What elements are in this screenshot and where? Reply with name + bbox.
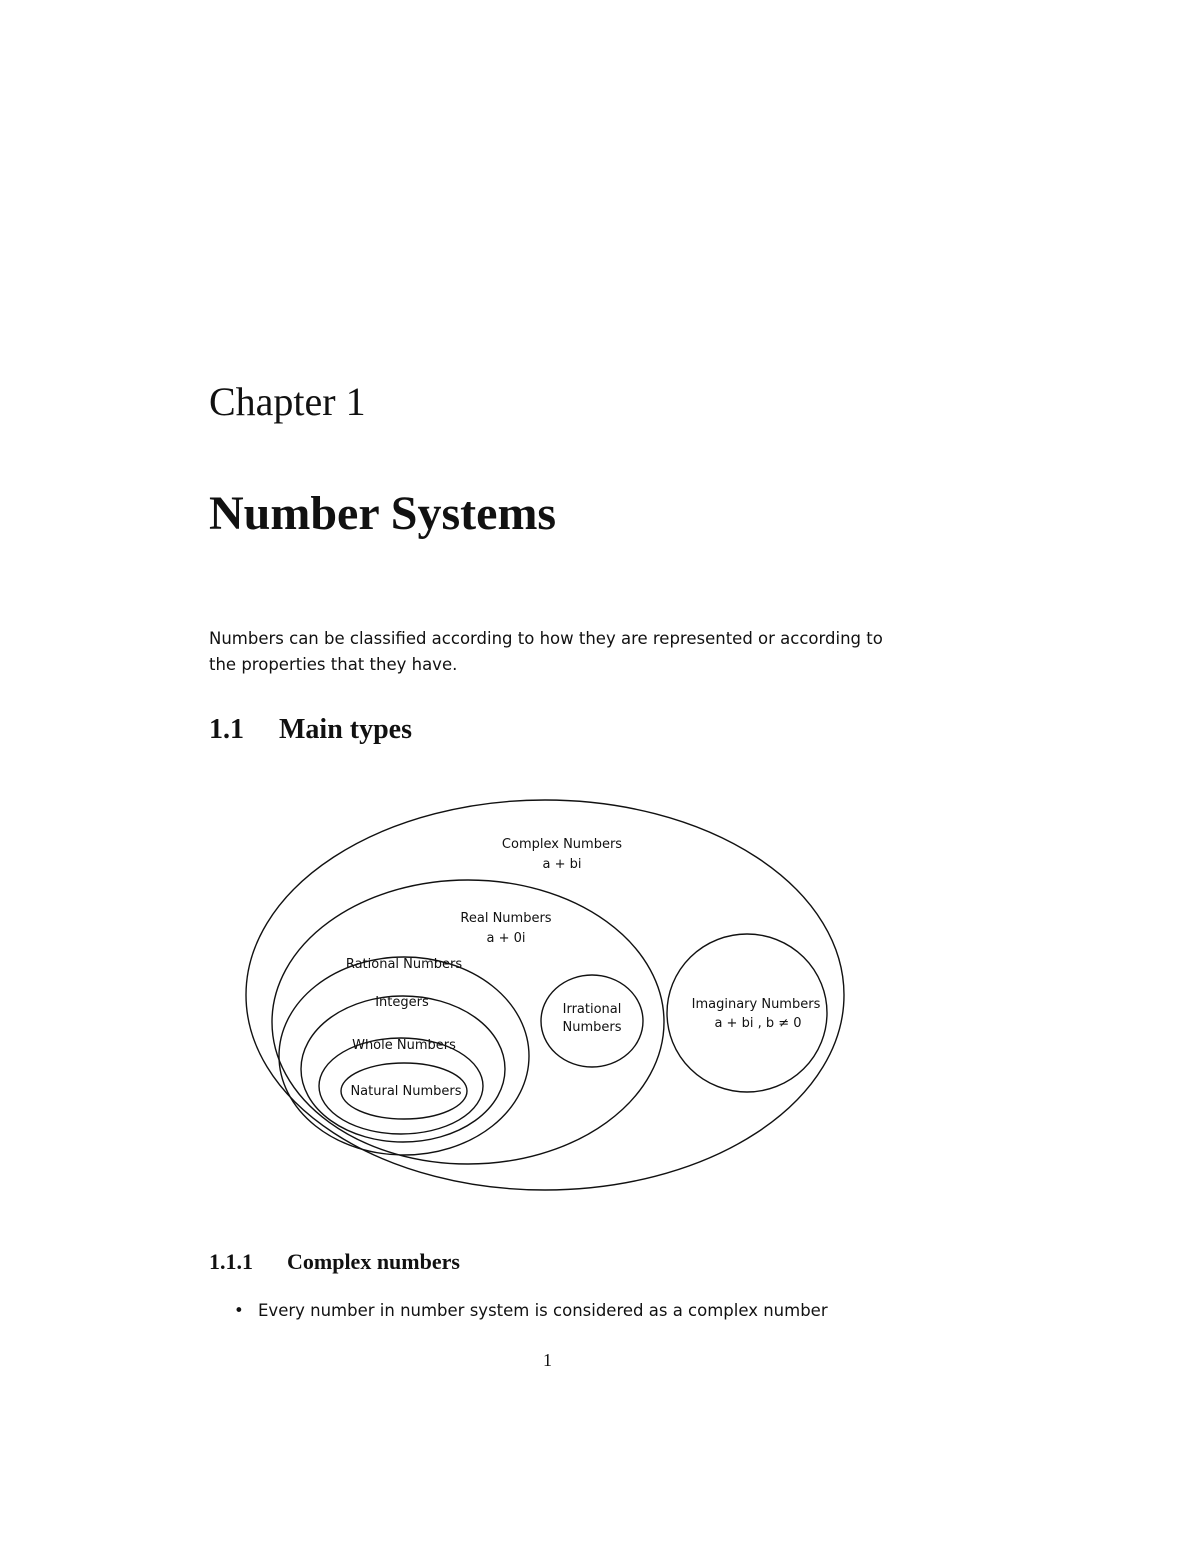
real-numbers-label: Real Numbers bbox=[460, 911, 552, 926]
number-systems-diagram bbox=[240, 795, 860, 1200]
rational-numbers-set bbox=[279, 957, 529, 1155]
intro-paragraph: Numbers can be classified according to how they are represented or according to the properties that they have. bbox=[209, 629, 883, 674]
list-item bbox=[232, 1298, 828, 1324]
integers-label: Integers bbox=[375, 995, 429, 1010]
list-item-text: Every number in number system is considered as a complex number bbox=[258, 1301, 828, 1320]
bullet-icon: • bbox=[234, 1301, 244, 1320]
section-number: 1.1 bbox=[209, 714, 244, 745]
complex-numbers-label: Complex Numbers bbox=[501, 837, 623, 852]
imaginary-numbers-form: a + bi , b ≠ 0 bbox=[714, 1016, 802, 1031]
subsection-heading bbox=[209, 1251, 460, 1273]
irrational-numbers-label-line1: Irrational bbox=[562, 1002, 622, 1017]
irrational-numbers-label-line2: Numbers bbox=[562, 1020, 622, 1035]
integers-set bbox=[301, 996, 505, 1142]
whole-numbers-label: Whole Numbers bbox=[352, 1038, 456, 1053]
chapter-label: Chapter 1 bbox=[209, 379, 366, 424]
bullet-list bbox=[232, 1298, 828, 1324]
page-number: 1 bbox=[543, 1350, 552, 1370]
complex-numbers-form: a + bi bbox=[542, 857, 582, 872]
imaginary-numbers-label: Imaginary Numbers bbox=[691, 997, 821, 1012]
natural-numbers-label: Natural Numbers bbox=[350, 1084, 462, 1099]
subsection-title: Complex numbers bbox=[287, 1249, 460, 1274]
section-heading bbox=[209, 716, 412, 744]
subsection-number: 1.1.1 bbox=[209, 1249, 253, 1274]
imaginary-numbers-set bbox=[667, 934, 827, 1092]
real-numbers-form: a + 0i bbox=[486, 931, 526, 946]
rational-numbers-label: Rational Numbers bbox=[345, 957, 463, 972]
section-title: Main types bbox=[279, 714, 412, 745]
chapter-title: Number Systems bbox=[209, 487, 557, 540]
